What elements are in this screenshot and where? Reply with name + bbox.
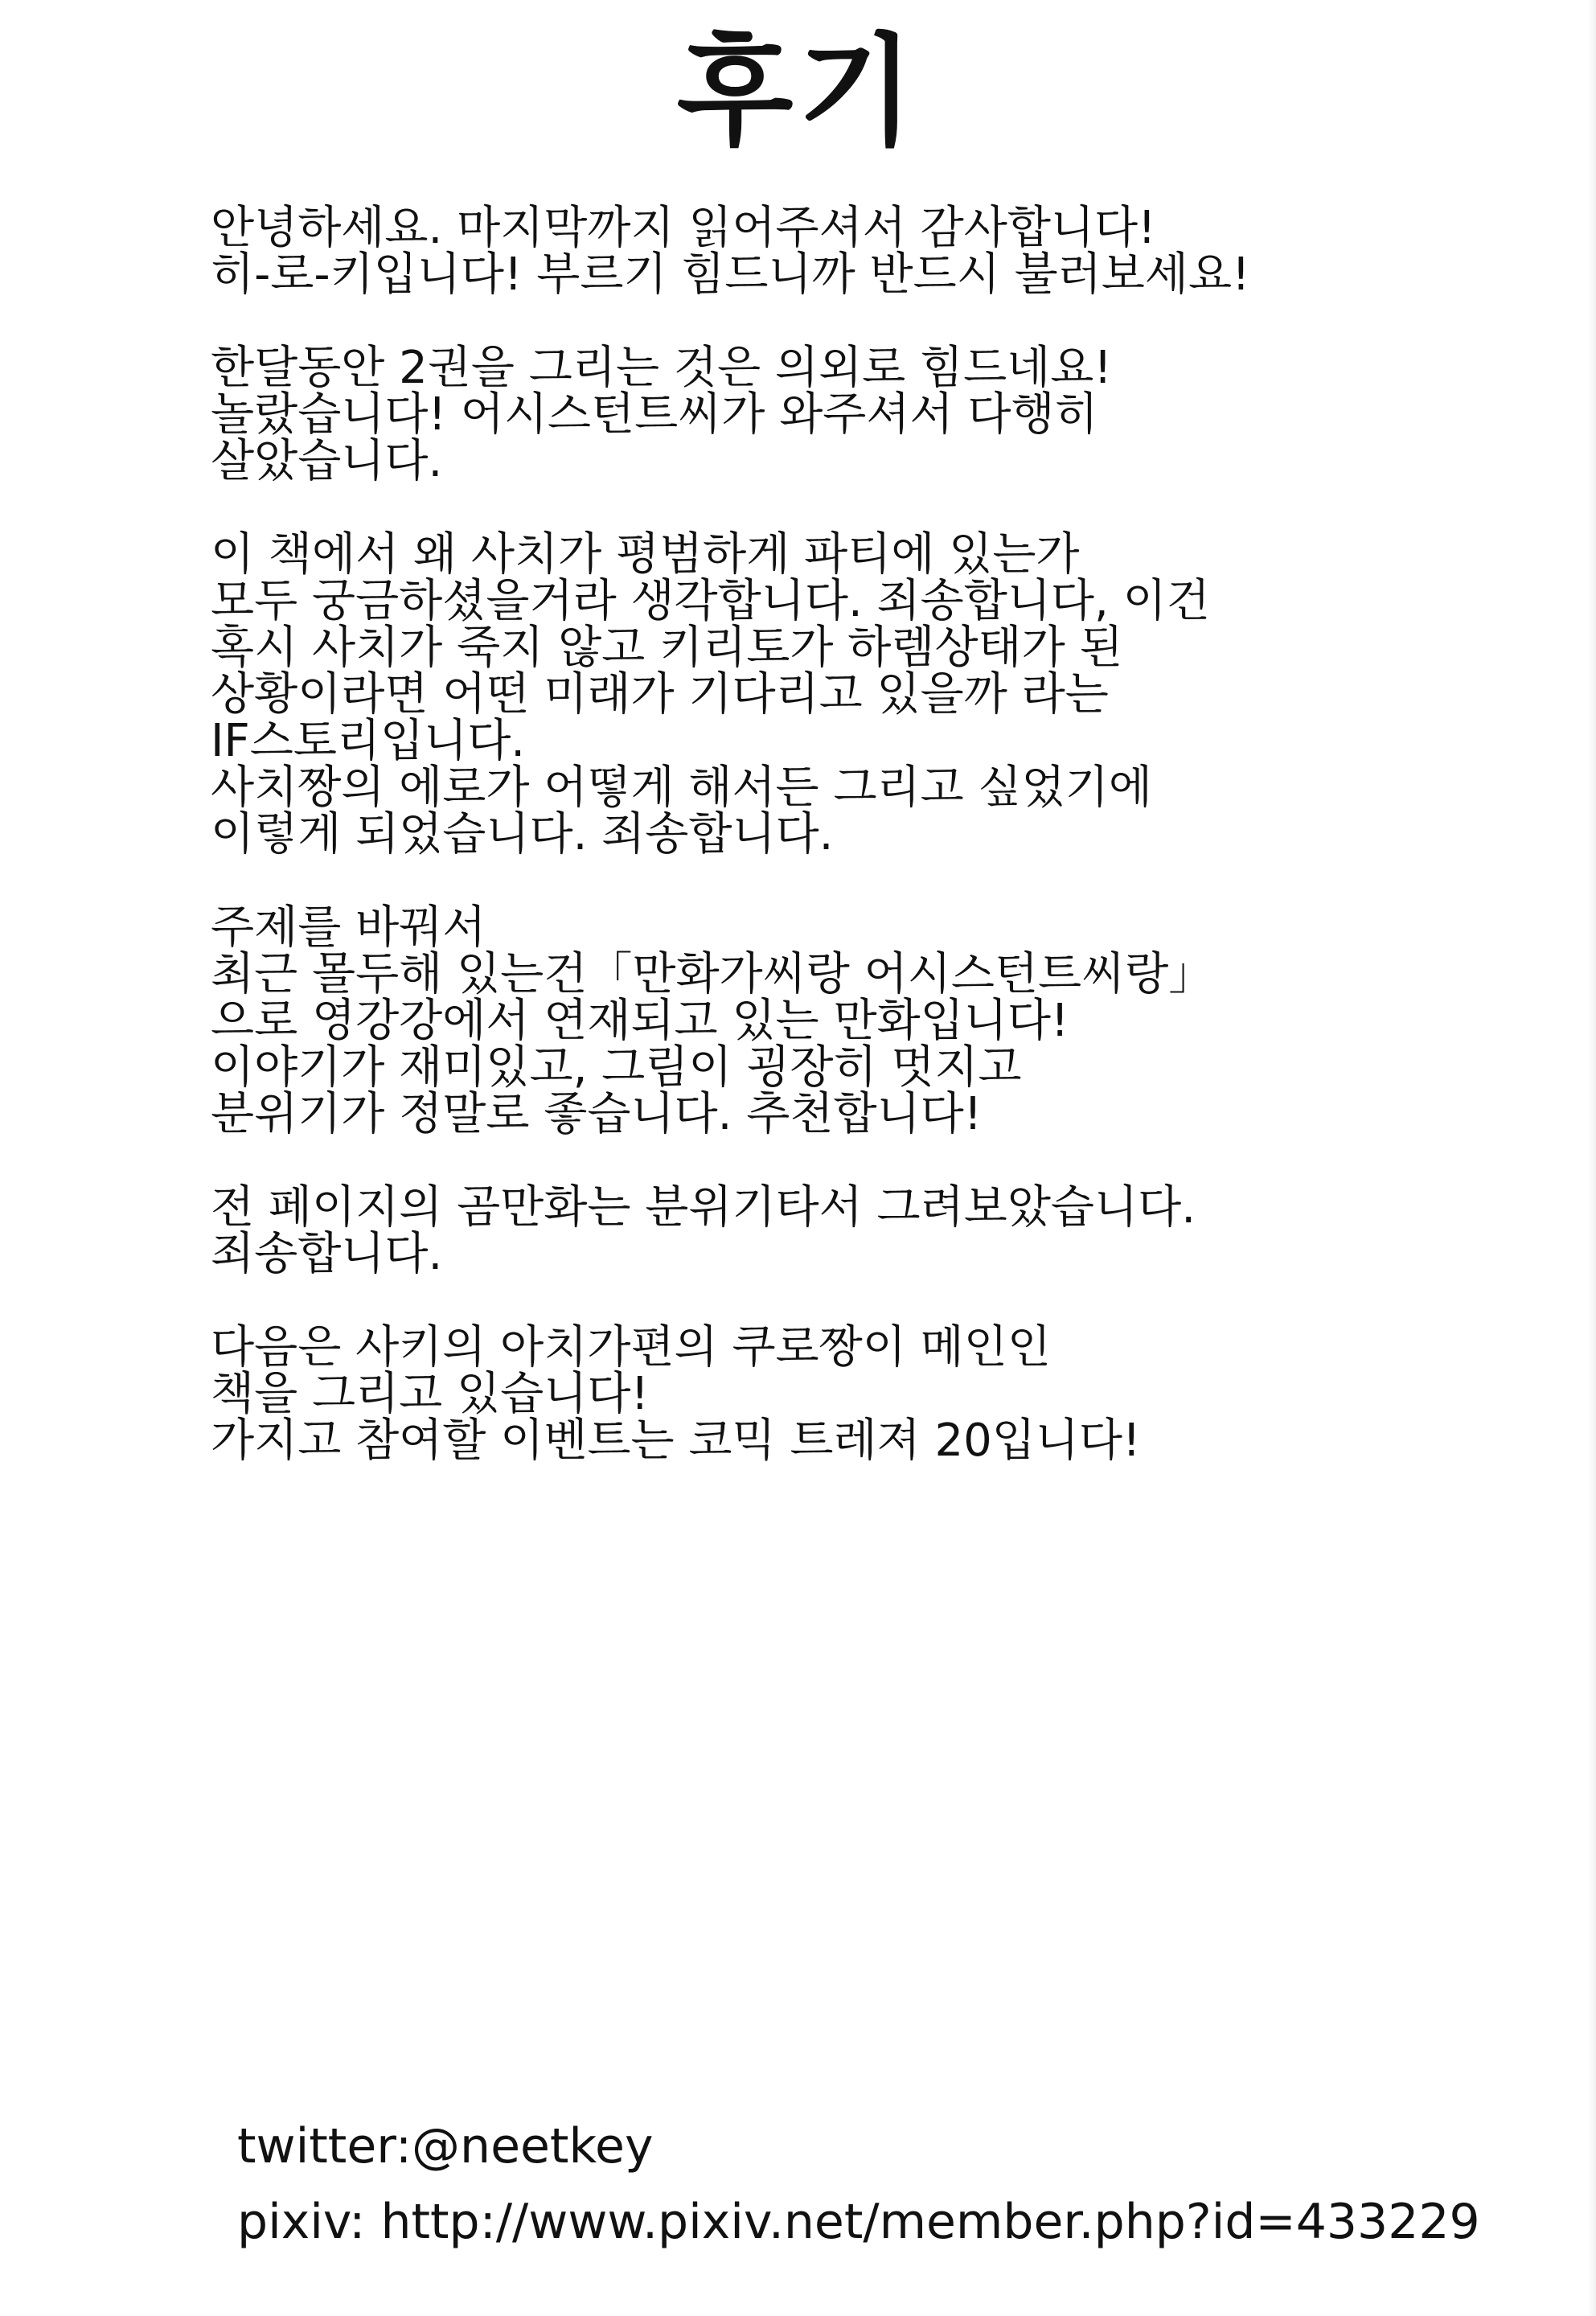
paragraph-production [211, 342, 1561, 487]
text-line: 주제를 바꿔서 [211, 901, 486, 954]
text-line: 최근 몰두해 있는건「만화가씨랑 어시스턴트씨랑」 [211, 948, 1214, 1000]
text-line: IF스토리입니다. [211, 715, 526, 767]
text-line: 살았습니다. [211, 435, 443, 487]
text-line: 으로 영강강에서 연재되고 있는 만화입니다! [211, 995, 1069, 1047]
text-line: 이렇게 되었습니다. 죄송합니다. [211, 808, 834, 860]
text-line: 사치짱의 에로가 어떻게 해서든 그리고 싶었기에 [211, 762, 1152, 814]
afterword-body [211, 202, 1561, 1511]
text-line: 모두 궁금하셨을거라 생각합니다. 죄송합니다, 이건 [211, 575, 1210, 627]
paragraph-bear-comic [211, 1181, 1561, 1280]
page-title: 후기 [676, 23, 920, 162]
pixiv-url: pixiv: http://www.pixiv.net/member.php?id=433229 [237, 2194, 1480, 2250]
paragraph-story [211, 528, 1561, 860]
text-line: 한달동안 2권을 그리는 것은 의외로 힘드네요! [211, 342, 1112, 394]
paragraph-recommendation [211, 901, 1561, 1140]
text-line: 상황이라면 어떤 미래가 기다리고 있을까 라는 [211, 668, 1109, 721]
text-line: 이 책에서 왜 사치가 평범하게 파티에 있는가 [211, 528, 1080, 581]
text-line: 안녕하세요. 마지막까지 읽어주셔서 감사합니다! [211, 202, 1156, 254]
contact-links [237, 2109, 1564, 2260]
text-line: 다음은 사키의 아치가편의 쿠로짱이 메인인 [211, 1321, 1051, 1374]
twitter-handle: twitter:@neetkey [237, 2118, 654, 2174]
page-edge-shadow [1588, 0, 1596, 2316]
text-line: 이야기가 재미있고, 그림이 굉장히 멋지고 [211, 1041, 1022, 1094]
text-line: 책을 그리고 있습니다! [211, 1368, 649, 1420]
text-line: 놀랐습니다! 어시스턴트씨가 와주셔서 다행히 [211, 388, 1098, 441]
text-line: 가지고 참여할 이벤트는 코믹 트레져 20입니다! [211, 1415, 1141, 1467]
text-line: 분위기가 정말로 좋습니다. 추천합니다! [211, 1088, 983, 1140]
paragraph-next-book [211, 1321, 1561, 1467]
paragraph-greeting [211, 202, 1561, 301]
text-line: 히-로-키입니다! 부르기 힘드니까 반드시 불러보세요! [211, 248, 1250, 301]
text-line: 혹시 사치가 죽지 않고 키리토가 하렘상태가 된 [211, 622, 1123, 674]
text-line: 전 페이지의 곰만화는 분위기타서 그려보았습니다. [211, 1181, 1196, 1234]
text-line: 죄송합니다. [211, 1228, 443, 1280]
